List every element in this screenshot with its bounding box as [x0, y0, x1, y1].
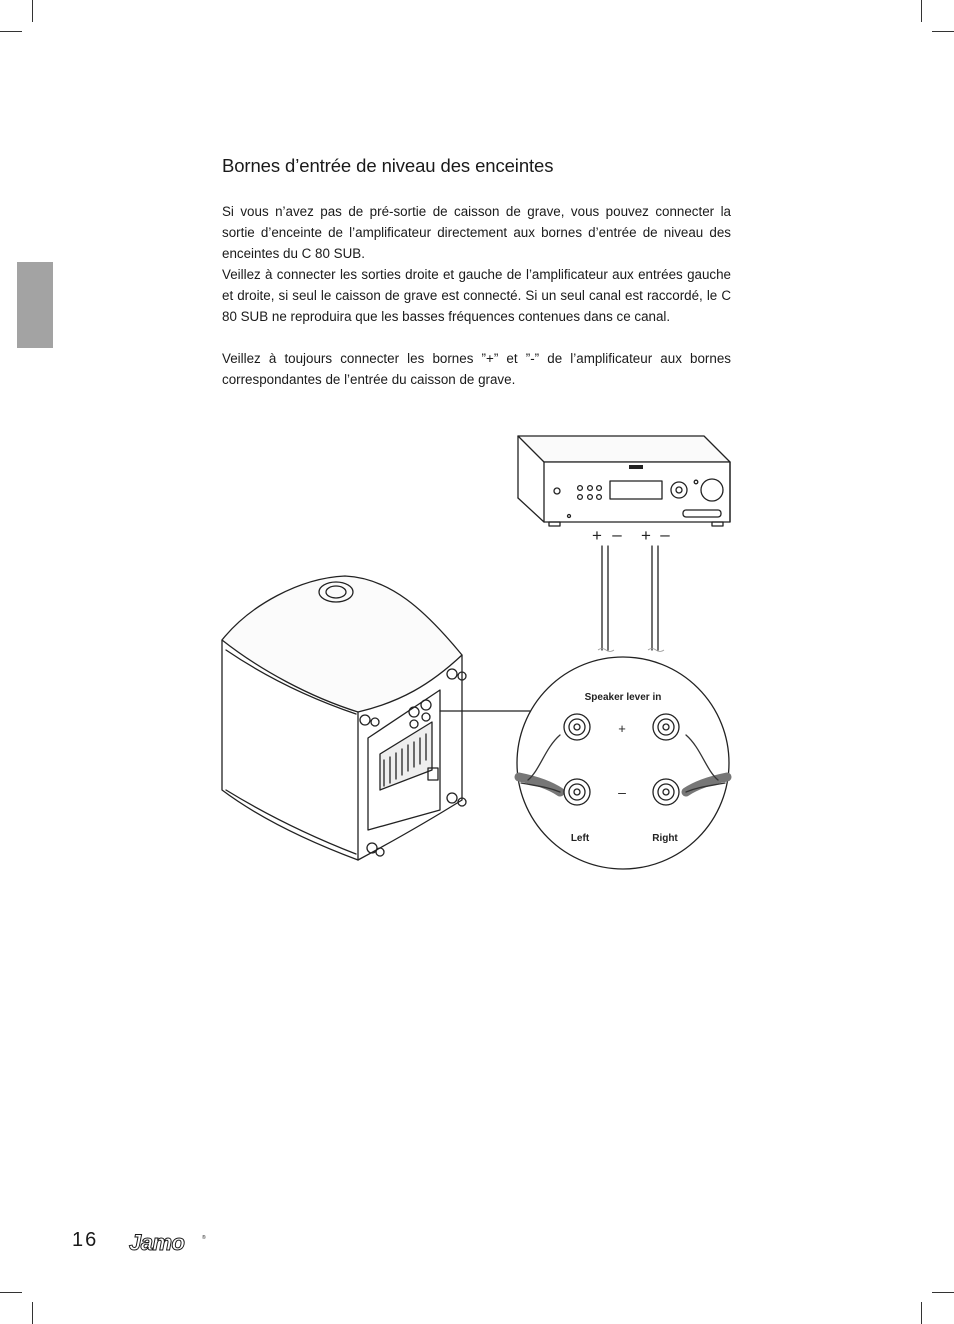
- subwoofer: [222, 576, 530, 860]
- page-number: 16: [72, 1229, 99, 1251]
- crop-mark: [932, 1292, 954, 1293]
- right-label: Right: [652, 833, 678, 844]
- amp-plus-right: +: [641, 526, 651, 545]
- amp-minus-right: –: [660, 525, 670, 544]
- body-paragraph: [222, 201, 731, 327]
- svg-text:®: ®: [202, 1235, 206, 1241]
- jamo-logo: [128, 1231, 210, 1255]
- minus-label: –: [618, 784, 626, 800]
- section-heading: Bornes d’entrée de niveau des enceintes: [222, 155, 554, 176]
- left-label: Left: [570, 833, 590, 844]
- body-sentence: Veillez à connecter les sorties droite et gauche de l’amplificateur aux entrées gauche et droite, si seul le caisson de grave est connecté. Si un seul canal est raccordé, le C 80 SUB ne reproduira que les basses fréquences contenues dans ce canal.: [222, 267, 731, 324]
- svg-text:Jamo: Jamo: [129, 1231, 185, 1255]
- crop-mark: [32, 0, 33, 22]
- crop-mark: [0, 1292, 22, 1293]
- plus-label: +: [618, 721, 626, 736]
- amplifier: [518, 436, 730, 526]
- crop-mark: [921, 0, 922, 22]
- amp-plus-left: +: [592, 526, 602, 545]
- amp-minus-left: –: [612, 525, 622, 544]
- wiring-illustration: [210, 425, 740, 885]
- crop-mark: [932, 31, 954, 32]
- crop-mark: [32, 1302, 33, 1324]
- body-paragraph: Veillez à toujours connecter les bornes ”+” et ”-” de l’amplificateur aux bornes correspondantes de l’entrée du caisson de grave.: [222, 351, 731, 387]
- crop-mark: [0, 31, 22, 32]
- panel-title: Speaker lever in: [584, 692, 662, 703]
- body-sentence: Si vous n’avez pas de pré-sortie de caisson de grave, vous pouvez connecter la sortie d’enceinte de l’amplificateur directement aux bornes d’entrée de niveau des enceintes du C 80 SUB.: [222, 204, 731, 261]
- speaker-cables: [602, 546, 658, 650]
- language-tab: [17, 262, 53, 348]
- crop-mark: [921, 1302, 922, 1324]
- speaker-input-panel: [517, 657, 729, 869]
